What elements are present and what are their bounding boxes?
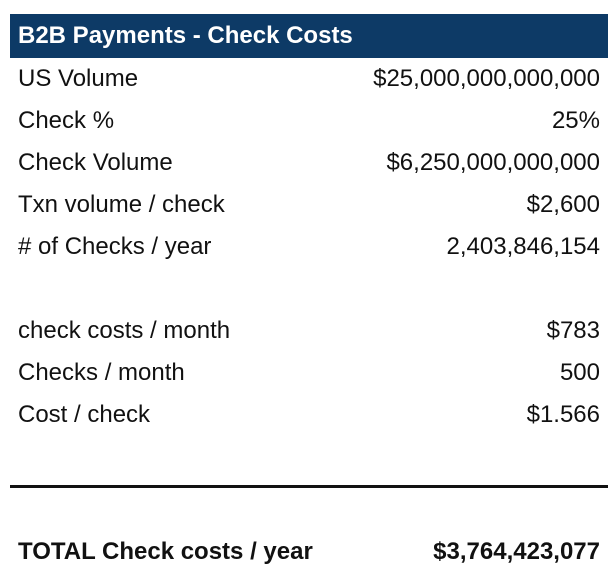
row-check-costs-per-month (10, 310, 608, 352)
sheet-title: B2B Payments - Check Costs (10, 14, 608, 58)
row-checks-per-month (10, 352, 608, 394)
check-costs-sheet (10, 14, 608, 574)
row-value: 500 (559, 359, 600, 386)
row-label: Checks / month (18, 359, 185, 386)
row-cost-per-check (10, 394, 608, 436)
row-label: check costs / month (18, 317, 231, 344)
row-value: 25% (551, 107, 600, 134)
row-check-volume (10, 142, 608, 184)
blank-row (10, 436, 608, 485)
row-value: $2,600 (526, 191, 600, 218)
row-us-volume (10, 58, 608, 100)
row-value: $783 (546, 317, 600, 344)
row-label: Check Volume (18, 149, 173, 176)
blank-row (10, 488, 608, 530)
total-row (10, 530, 608, 574)
row-label: Check % (18, 107, 115, 134)
row-value: $25,000,000,000,000 (373, 65, 600, 92)
row-value: $1.566 (526, 401, 600, 428)
row-value: $6,250,000,000,000 (386, 149, 600, 176)
row-txn-volume-per-check (10, 184, 608, 226)
blank-row (10, 268, 608, 310)
total-label: TOTAL Check costs / year (18, 538, 313, 565)
total-value: $3,764,423,077 (433, 538, 600, 565)
row-label: Txn volume / check (18, 191, 225, 218)
row-label: # of Checks / year (18, 233, 212, 260)
row-checks-per-year (10, 226, 608, 268)
row-label: Cost / check (18, 401, 151, 428)
row-check-percent (10, 100, 608, 142)
row-value: 2,403,846,154 (446, 233, 600, 260)
row-label: US Volume (18, 65, 139, 92)
